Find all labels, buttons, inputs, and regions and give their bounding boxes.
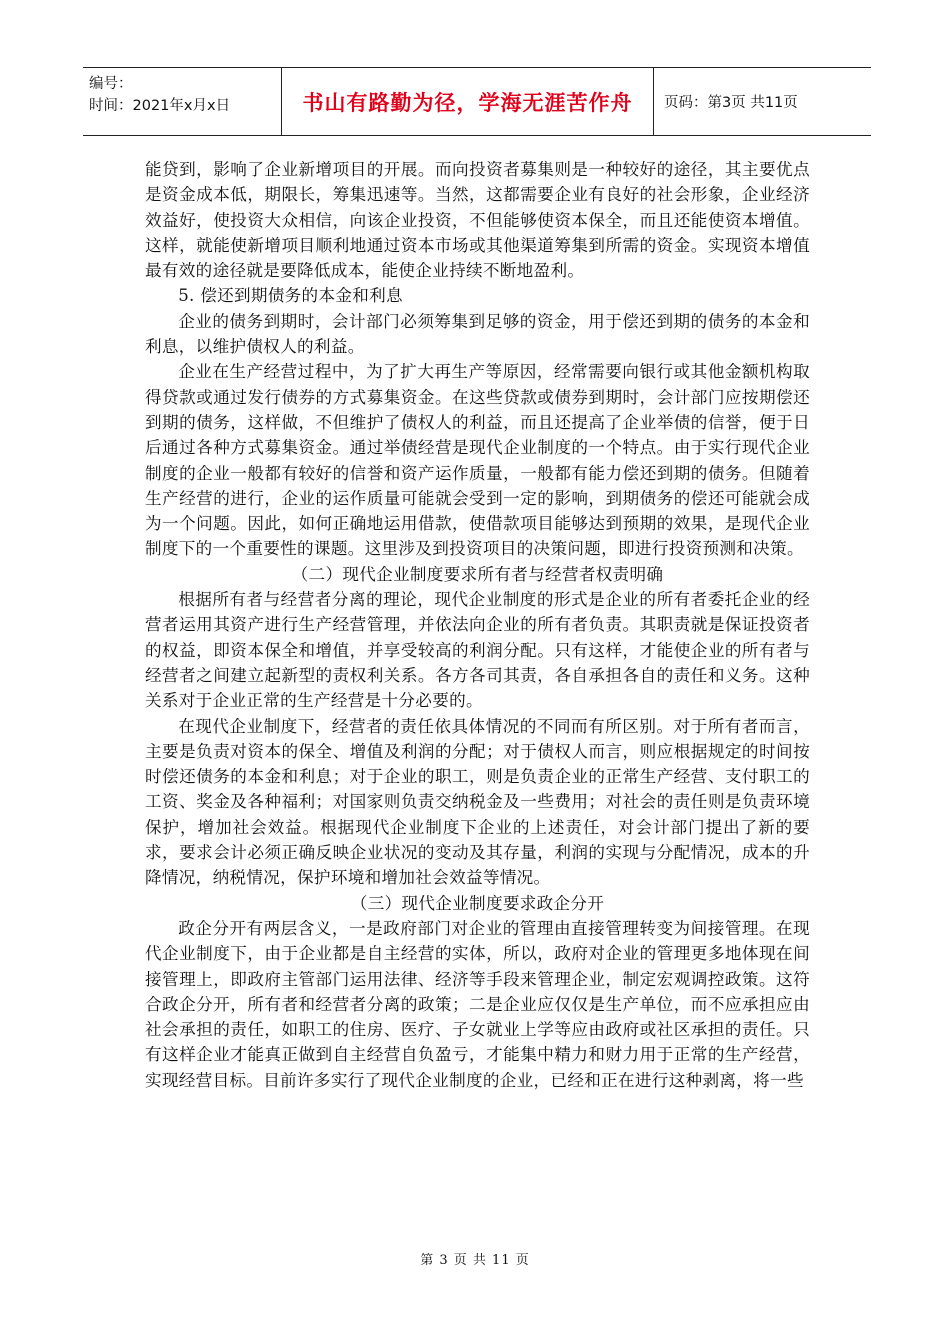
page-footer: 第 3 页 共 11 页 bbox=[420, 1253, 530, 1268]
body-paragraph: 在现代企业制度下，经营者的责任依具体情况的不同而有所区别。对于所有者而言，主要是负责对资本的保全、增值及利润的分配；对于债权人而言，则应根据规定的时间按时偿还债务的本金和利息；对于企业的职工，则是负责企业的正常生产经营、支付职工的工资、奖金及各种福利；对国家则负责交纳税金及一些费用；对社会的责任则是负责环境保护，增加社会效益。根据现代企业制度下企业的上述责任，对会计部门提出了新的要求，要求会计必须正确反映企业状况的变动及其存量，利润的实现与分配情况，成本的升降情况，纳税情况，保护环境和增加社会效益等情况。 bbox=[145, 716, 810, 888]
document-date: 时间：2021年x月x日 bbox=[89, 98, 231, 114]
document-number-label: 编号： bbox=[89, 76, 133, 92]
body-paragraph: 企业在生产经营过程中，为了扩大再生产等原因，经常需要向银行或其他金额机构取得贷款或通过发行债券的方式募集资金。在这些贷款或债券到期时，会计部门应按期偿还到期的债务，这样做，不但维护了债权人的利益，而且还提高了企业举债的信誉，便于日后通过各种方式募集资金。通过举债经营是现代企业制度的一个特点。由于实行现代企业制度的企业一般都有较好的信誉和资产运作质量，一般都有能力偿还到期的债务。但随着生产经营的进行，企业的运作质量可能就会受到一定的影响，到期债务的偿还可能就会成为一个问题。因此，如何正确地运用借款，使借款项目能够达到预期的效果，是现代企业制度下的一个重要性的课题。这里涉及到投资项目的决策问题，即进行投资预测和决策。 bbox=[145, 362, 810, 559]
body-paragraph: 政企分开有两层含义，一是政府部门对企业的管理由直接管理转变为间接管理。在现代企业制度下，由于企业都是自主经营的实体，所以，政府对企业的管理更多地体现在间接管理上，即政府主管部门运用法律、经济等手段来管理企业，制定宏观调控政策。这符合政企分开，所有者和经营者分离的政策；二是企业应仅仅是生产单位，而不应承担应由社会承担的责任，如职工的住房、医疗、子女就业上学等应由政府或社区承担的责任。只有这样企业才能真正做到自主经营自负盈亏，才能集中精力和财力用于正常的生产经营，实现经营目标。目前许多实行了现代企业制度的企业，已经和正在进行这种剥离，将一些 bbox=[145, 918, 810, 1090]
body-paragraph: 企业的债务到期时，会计部门必须筹集到足够的资金，用于偿还到期的债务的本金和利息，以维护债权人的利益。 bbox=[145, 311, 810, 357]
item-heading: 5. 偿还到期债务的本金和利息 bbox=[178, 286, 403, 306]
body-paragraph: 能贷到，影响了企业新增项目的开展。而向投资者募集则是一种较好的途径，其主要优点是资金成本低，期限长，筹集迅速等。当然，这都需要企业有良好的社会形象，企业经济效益好，使投资大众相信，向该企业投资，不但能够使资本保全，而且还能使资本增值。这样，就能使新增项目顺利地通过资本市场或其他渠道筹集到所需的资金。实现资本增值最有效的途径就是要降低成本，能使企业持续不断地盈利。 bbox=[145, 160, 810, 281]
body-paragraph: 根据所有者与经营者分离的理论，现代企业制度的形式是企业的所有者委托企业的经营者运用其资产进行生产经营管理，并依法向企业的所有者负责。其职责就是保证投资者的权益，即资本保全和增值，并享受较高的利润分配。只有这样，才能使企业的所有者与经营者之间建立起新型的责权利关系。各方各司其责，各自承担各自的责任和义务。这种关系对于企业正常的生产经营是十分必要的。 bbox=[145, 590, 810, 711]
document-header bbox=[83, 67, 871, 136]
section-heading: （二）现代企业制度要求所有者与经营者权责明确 bbox=[291, 564, 664, 584]
header-meta bbox=[83, 68, 282, 135]
header-motto: 书山有路勤为径，学海无涯苦作舟 bbox=[282, 68, 654, 135]
section-heading: （三）现代企业制度要求政企分开 bbox=[350, 893, 605, 913]
document-body bbox=[145, 157, 810, 1093]
header-page-info: 页码：第3页 共11页 bbox=[664, 95, 798, 111]
